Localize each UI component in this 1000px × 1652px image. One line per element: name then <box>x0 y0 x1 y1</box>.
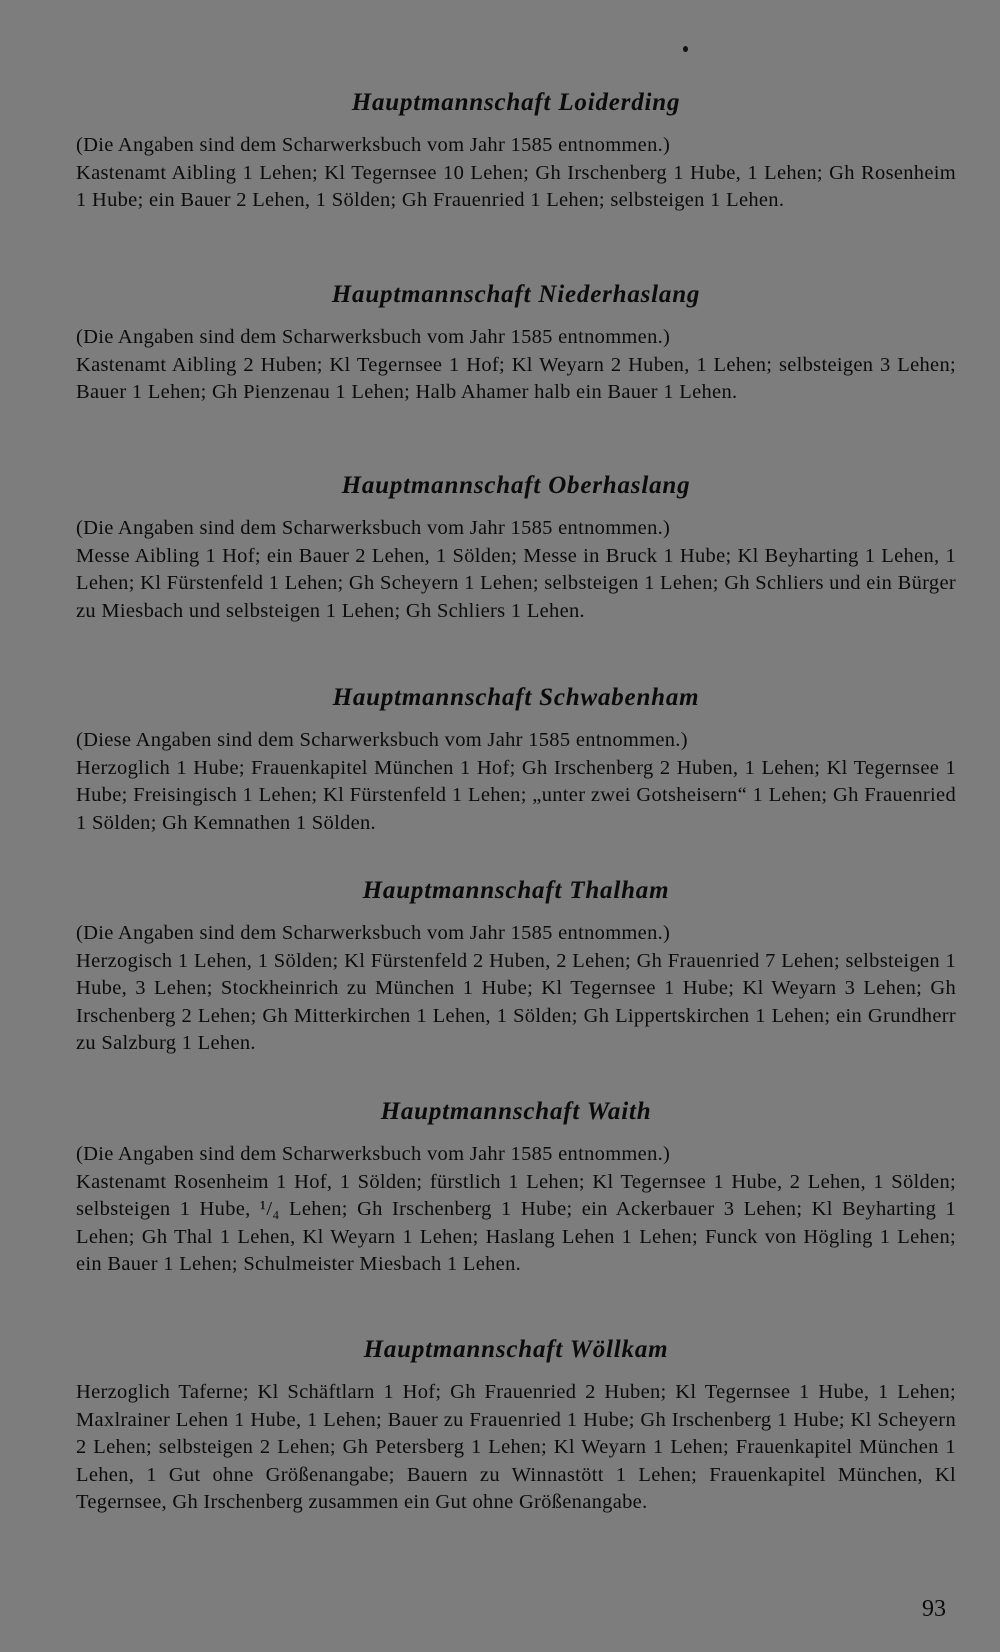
section-body: Messe Aibling 1 Hof; ein Bauer 2 Lehen, 1 Sölden; Messe in Bruck 1 Hube; Kl Beyharting 1 Lehen, 1 Lehen; Kl Fürstenfeld 1 Lehen; Gh Scheyern 1 Lehen; selbsteigen 1 Lehen; Gh Schliers und ein Bürger zu Miesbach und selbsteigen 1 Lehen; Gh Schliers 1 Lehen. <box>76 544 956 622</box>
section-heading: Hauptmannschaft Waith <box>380 1098 652 1125</box>
section-body: Herzogisch 1 Lehen, 1 Sölden; Kl Fürstenfeld 2 Huben, 2 Lehen; Gh Frauenried 7 Lehen; selbsteigen 1 Hube, 3 Lehen; Stockheinrich zu München 1 Hube; Kl Tegernsee 1 Hube; Kl Weyarn 3 Lehen; Gh Irschenberg 2 Lehen; Gh Mitterkirchen 1 Lehen, 1 Sölden; Gh Lippertskirchen 1 Lehen; ein Grundherr zu Salzburg 1 Lehen. <box>76 949 956 1054</box>
section-heading: Hauptmannschaft Schwabenham <box>332 684 700 711</box>
source-note: (Die Angaben sind dem Scharwerksbuch vom Jahr 1585 entnommen.) <box>76 517 671 539</box>
section-woellkam <box>76 1335 956 1517</box>
section-body: Kastenamt Aibling 1 Lehen; Kl Tegernsee 10 Lehen; Gh Irschenberg 1 Hube, 1 Lehen; Gh Rosenheim 1 Hube; ein Bauer 2 Lehen, 1 Sölden; Gh Frauenried 1 Lehen; selbsteigen 1 Lehen. <box>76 161 956 211</box>
section-waith <box>76 1097 956 1279</box>
section-heading: Hauptmannschaft Niederhaslang <box>331 281 701 308</box>
section-schwabenham <box>76 683 956 837</box>
section-body: Herzoglich 1 Hube; Frauenkapitel München 1 Hof; Gh Irschenberg 2 Huben, 1 Lehen; Kl Tegernsee 1 Hube; Freisingisch 1 Lehen; Kl Fürstenfeld 1 Lehen; „unter zwei Gotsheisern“ 1 Lehen; Gh Frauenried 1 Sölden; Gh Kemnathen 1 Sölden. <box>76 756 956 834</box>
section-niederhaslang <box>76 280 956 407</box>
section-body: Kastenamt Aibling 2 Huben; Kl Tegernsee 1 Hof; Kl Weyarn 2 Huben, 1 Lehen; selbsteigen 3 Lehen; Bauer 1 Lehen; Gh Pienzenau 1 Lehen; Halb Ahamer halb ein Bauer 1 Lehen. <box>76 353 956 403</box>
page-number: 93 <box>922 1596 946 1622</box>
ink-dot <box>683 46 688 52</box>
source-note: (Die Angaben sind dem Scharwerksbuch vom Jahr 1585 entnommen.) <box>76 1143 671 1165</box>
section-heading: Hauptmannschaft Wöllkam <box>363 1336 669 1363</box>
section-body: Kastenamt Rosenheim 1 Hof, 1 Sölden; fürstlich 1 Lehen; Kl Tegernsee 1 Hube, 2 Lehen, 1 Sölden; selbsteigen 1 Hube, ¹/₄ Lehen; Gh Irschenberg 1 Hube; ein Ackerbauer 3 Lehen; Kl Beyharting 1 Lehen; Gh Thal 1 Lehen, Kl Weyarn 1 Lehen; Haslang Lehen 1 Lehen; Funck von Högling 1 Lehen; ein Bauer 1 Lehen; Schulmeister Miesbach 1 Lehen. <box>76 1170 956 1275</box>
source-note: (Die Angaben sind dem Scharwerksbuch vom Jahr 1585 entnommen.) <box>76 326 671 348</box>
section-heading: Hauptmannschaft Loiderding <box>351 89 681 116</box>
section-oberhaslang <box>76 471 956 625</box>
source-note: (Die Angaben sind dem Scharwerksbuch vom Jahr 1585 entnommen.) <box>76 922 671 944</box>
section-body: Herzoglich Taferne; Kl Schäftlarn 1 Hof; Gh Frauenried 2 Huben; Kl Tegernsee 1 Hube, 1 Lehen; Maxlrainer Lehen 1 Hube, 1 Lehen; Bauer zu Frauenried 1 Hube; Gh Irschenberg 1 Hube; Kl Scheyern 2 Lehen; selbsteigen 2 Lehen; Gh Petersberg 1 Lehen; Kl Weyarn 1 Lehen; Frauenkapitel München 1 Lehen, 1 Gut ohne Größenangabe; Bauern zu Winnastött 1 Lehen; Frauenkapitel München, Kl Tegernsee, Gh Irschenberg zusammen ein Gut ohne Größenangabe. <box>76 1381 956 1513</box>
source-note: (Die Angaben sind dem Scharwerksbuch vom Jahr 1585 entnommen.) <box>76 134 671 156</box>
section-heading: Hauptmannschaft Thalham <box>362 877 670 904</box>
section-loiderding <box>76 88 956 215</box>
source-note: (Diese Angaben sind dem Scharwerksbuch vom Jahr 1585 entnommen.) <box>76 729 688 751</box>
section-heading: Hauptmannschaft Oberhaslang <box>341 472 691 499</box>
section-thalham <box>76 876 956 1058</box>
